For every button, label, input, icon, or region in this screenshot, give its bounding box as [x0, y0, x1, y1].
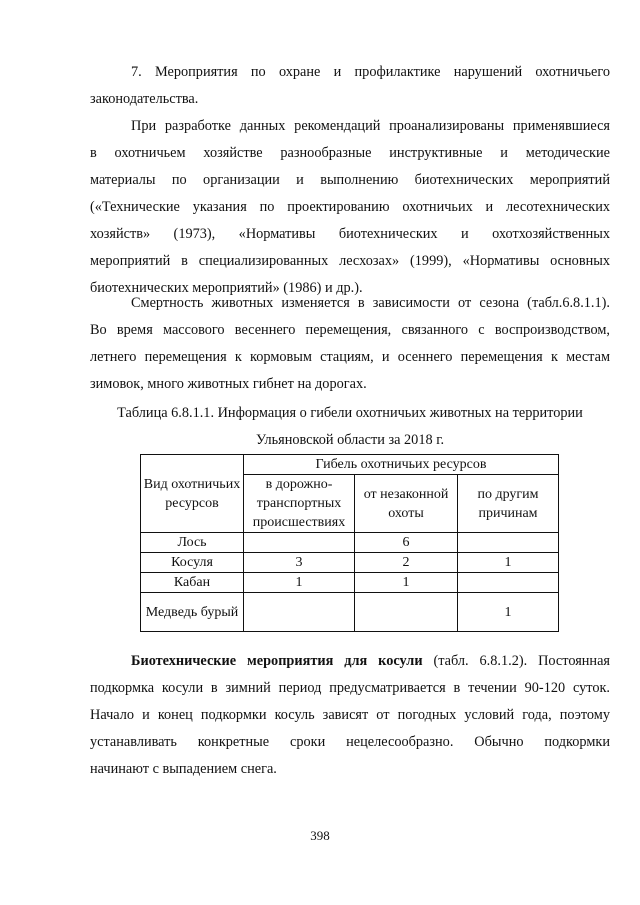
table-caption-line: Таблица 6.8.1.1. Информация о гибели охотничьих животных на территории [117, 405, 583, 421]
text-line: начинают с выпадением снега. [90, 761, 277, 777]
cell-other [458, 573, 559, 593]
text-line [90, 648, 610, 675]
text-line: хозяйств» (1973), «Нормативы биотехнических и охотхозяйственных [90, 226, 610, 242]
text-line: («Технические указания по проектированию охотничьих и лесотехнических [90, 199, 610, 215]
text-line: мероприятий в специализированных лесхозах» (1999), «Нормативы основных [90, 253, 610, 269]
cell-species: Лось [141, 533, 244, 553]
cell-species: Косуля [141, 553, 244, 573]
text-line: Во время массового весеннего перемещения, связанного с воспроизводством, [90, 322, 610, 338]
page-number: 398 [310, 828, 330, 843]
header-species: Вид охотничьих ресурсов [141, 455, 244, 533]
text-line: в охотничьем хозяйстве разнообразные инструктивные и методические [90, 145, 610, 161]
table-row [141, 533, 559, 553]
cell-species: Кабан [141, 573, 244, 593]
cell-road [244, 533, 355, 553]
text-line: летнего перемещения к кормовым стациям, и осеннего перемещения к местам [90, 349, 610, 365]
table-row [141, 593, 559, 632]
cell-road: 1 [244, 573, 355, 593]
paragraph-recommendations [90, 113, 610, 302]
text-line: зимовок, много животных гибнет на дорогах. [90, 376, 367, 392]
table-row [141, 553, 559, 573]
text-line: Начало и конец подкормки косуль зависят от погодных условий года, поэтому [90, 707, 610, 723]
text-line: законодательства. [90, 91, 199, 107]
header-group: Гибель охотничьих ресурсов [244, 455, 559, 475]
text-line: При разработке данных рекомендаций проанализированы применявшиеся [131, 118, 610, 134]
cell-illegal: 6 [355, 533, 458, 553]
text-fragment: (табл. 6.8.1.2). Постоянная [422, 653, 610, 669]
text-line: биотехнических мероприятий» (1986) и др.). [90, 280, 363, 296]
table-row [141, 573, 559, 593]
paragraph-roe-deer-measures [90, 648, 610, 783]
paragraph-section-title [90, 59, 610, 113]
table-header-row [141, 455, 559, 475]
cell-other: 1 [458, 553, 559, 573]
cell-road [244, 593, 355, 632]
cell-illegal: 1 [355, 573, 458, 593]
mortality-table [140, 454, 559, 632]
paragraph-mortality [90, 290, 610, 398]
text-line: материалы по организации и выполнению биотехнических мероприятий [90, 172, 610, 188]
text-line: Смертность животных изменяется в зависимости от сезона (табл.6.8.1.1). [131, 295, 610, 311]
cell-other [458, 533, 559, 553]
header-illegal-hunting: от незаконной охоты [355, 475, 458, 533]
table-caption-line: Ульяновской области за 2018 г. [255, 432, 445, 448]
text-line: подкормка косули в зимний период предусматривается в течении 90-120 суток. [90, 680, 610, 696]
text-line: 7. Мероприятия по охране и профилактике нарушений охотничьего [131, 64, 610, 80]
cell-illegal [355, 593, 458, 632]
cell-species: Медведь бурый [141, 593, 244, 632]
cell-illegal: 2 [355, 553, 458, 573]
table-caption [90, 400, 610, 454]
header-road-accidents: в дорожно-транспортных происшествиях [244, 475, 355, 533]
text-line: устанавливать конкретные сроки нецелесообразно. Обычно подкормки [90, 734, 610, 750]
cell-other: 1 [458, 593, 559, 632]
cell-road: 3 [244, 553, 355, 573]
bold-lead: Биотехнические мероприятия для косули [131, 653, 423, 669]
header-other-causes: по другим причинам [458, 475, 559, 533]
